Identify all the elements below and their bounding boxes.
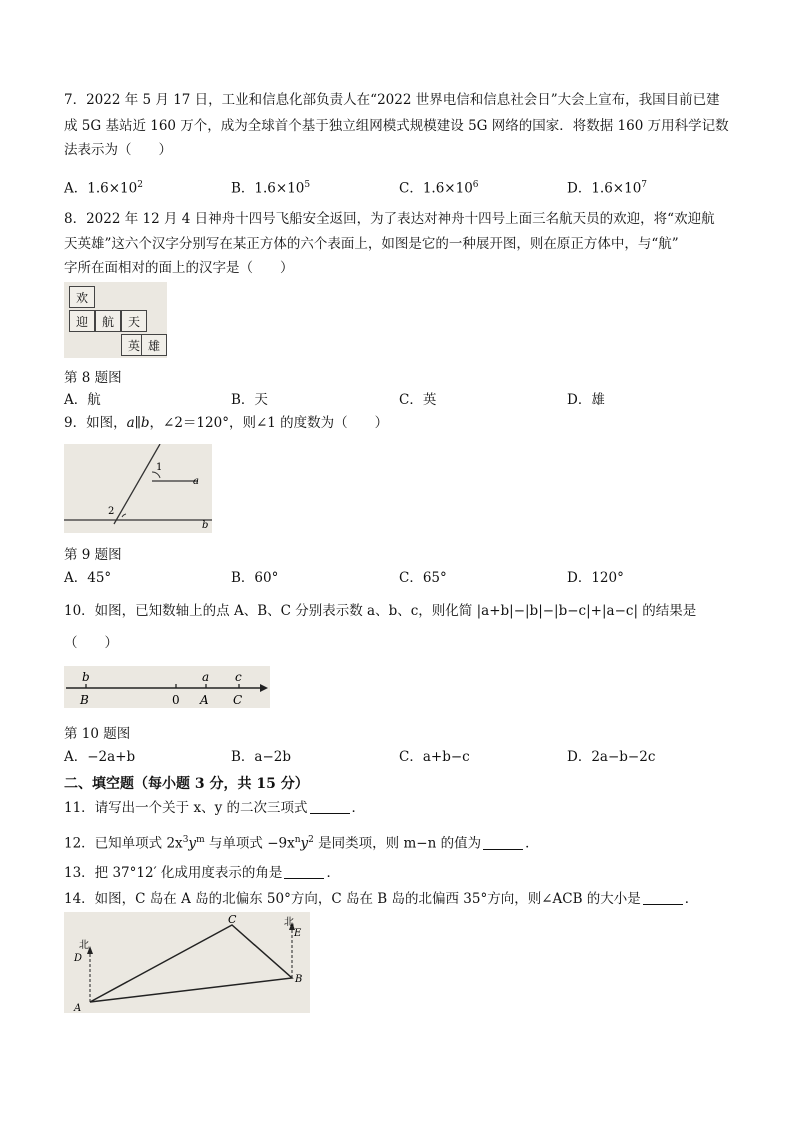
zero-label: 0 [172,693,180,707]
q10-caption: 第 10 题图 [64,726,131,742]
parallel-lines-diagram [64,444,212,533]
q8-option-c: C．英 [399,392,437,408]
line-b-label: b [202,520,209,531]
net-cell: 航 [95,310,121,332]
q8-line1: 8．2022 年 12 月 4 日神舟十四号飞船安全返回，为了表达对神舟十四号上面三名航天员的欢迎，将“欢迎航 [64,211,715,227]
q7-option-c: C．$1.6\times 10^6$ [399,180,479,197]
q10-stem: 10．如图，已知数轴上的点 A、B、C 分别表示数 a、b、c，则化简 |a+b|−|b|−|b−c|+|a−c| 的结果是 [64,603,697,619]
q11: 11．请写出一个关于 x、y 的二次三项式 ． [64,800,366,816]
point-a-label: A [200,693,209,707]
q10-option-b: B．a−2b [231,749,292,765]
line-a-label: a [193,476,199,487]
q8-option-a: A．航 [64,392,101,408]
point-c-label: C [233,693,243,707]
islands-diagram [64,912,310,1013]
point-c-label: C [228,913,237,926]
q7-option-a: A．$1.6\times 10^2$ [64,180,143,197]
cube-net-figure [64,282,167,358]
answer-blank[interactable] [643,890,683,905]
c-value-label: c [235,670,242,684]
q13: 13．把 37°12′ 化成用度表示的角是 ． [64,865,340,881]
islands-figure [64,912,310,1013]
q7-line3: 法表示为（ ） [64,142,172,158]
point-b-label: B [295,974,303,985]
number-line-diagram [64,666,270,708]
answer-blank[interactable] [284,864,324,879]
q8-line2: 天英雄”这六个汉字分别写在某正方体的六个表面上，如图是它的一种展开图，则在原正方体中，与“航” [64,236,679,252]
q9-option-c: C．65° [399,570,447,586]
q14: 14．如图，C 岛在 A 岛的北偏东 50°方向，C 岛在 B 岛的北偏西 35°方向，则∠ACB 的大小是 ． [64,891,699,907]
point-a-label: A [74,1003,82,1013]
q9-option-d: D．120° [567,570,624,586]
net-cell: 欢 [69,286,95,308]
q10-paren: （ ） [64,635,118,651]
q9-option-b: B．60° [231,570,279,586]
point-b-label: B [80,693,89,707]
net-cell: 迎 [69,310,95,332]
q9-option-a: A．45° [64,570,112,586]
section-2-heading: 二、填空题（每小题 3 分，共 15 分） [64,776,309,792]
q7-line2: 成 5G 基站近 160 万个，成为全球首个基于独立组网模式规模建设 5G 网络的国家．将数据 160 万用科学记数 [64,118,729,134]
angle-2-label: 2 [108,506,115,517]
q9-stem: 9．如图，a∥b，∠2＝120°，则∠1 的度数为（ ） [64,415,389,431]
q8-option-d: D．雄 [567,392,605,408]
q7-option-b: B．$1.6\times 10^5$ [231,180,311,197]
q10-option-d: D．2a−b−2c [567,749,656,765]
point-e-label: E [294,928,302,939]
answer-blank[interactable] [483,835,523,850]
q7-line1: 7．2022 年 5 月 17 日，工业和信息化部负责人在“2022 世界电信和信息社会日”大会上宣布，我国目前已建 [64,92,720,108]
parallel-lines-figure [64,444,212,533]
q8-caption: 第 8 题图 [64,370,122,386]
q7-option-d: D．$1.6\times 10^7$ [567,180,648,197]
a-value-label: a [202,670,210,684]
q8-option-b: B．天 [231,392,268,408]
q9-caption: 第 9 题图 [64,547,122,563]
b-value-label: b [82,670,90,684]
net-cell: 英 [121,334,147,356]
net-cell: 雄 [141,334,167,356]
q10-option-a: A．−2a+b [64,749,136,765]
number-line-figure [64,666,270,708]
answer-blank[interactable] [310,799,350,814]
north-label-a: 北 [79,940,89,951]
angle-1-label: 1 [156,462,163,473]
north-label-b: 北 [284,917,294,928]
q8-line3: 字所在面相对的面上的汉字是（ ） [64,260,294,276]
net-cell: 天 [121,310,147,332]
point-d-label: D [74,953,83,964]
q10-option-c: C．a+b−c [399,749,470,765]
q12: 12．已知单项式 $2x^3y^m$ 与单项式 $-9x^ny^2$ 是同类项，则 m−n 的值为 ． [64,835,539,852]
